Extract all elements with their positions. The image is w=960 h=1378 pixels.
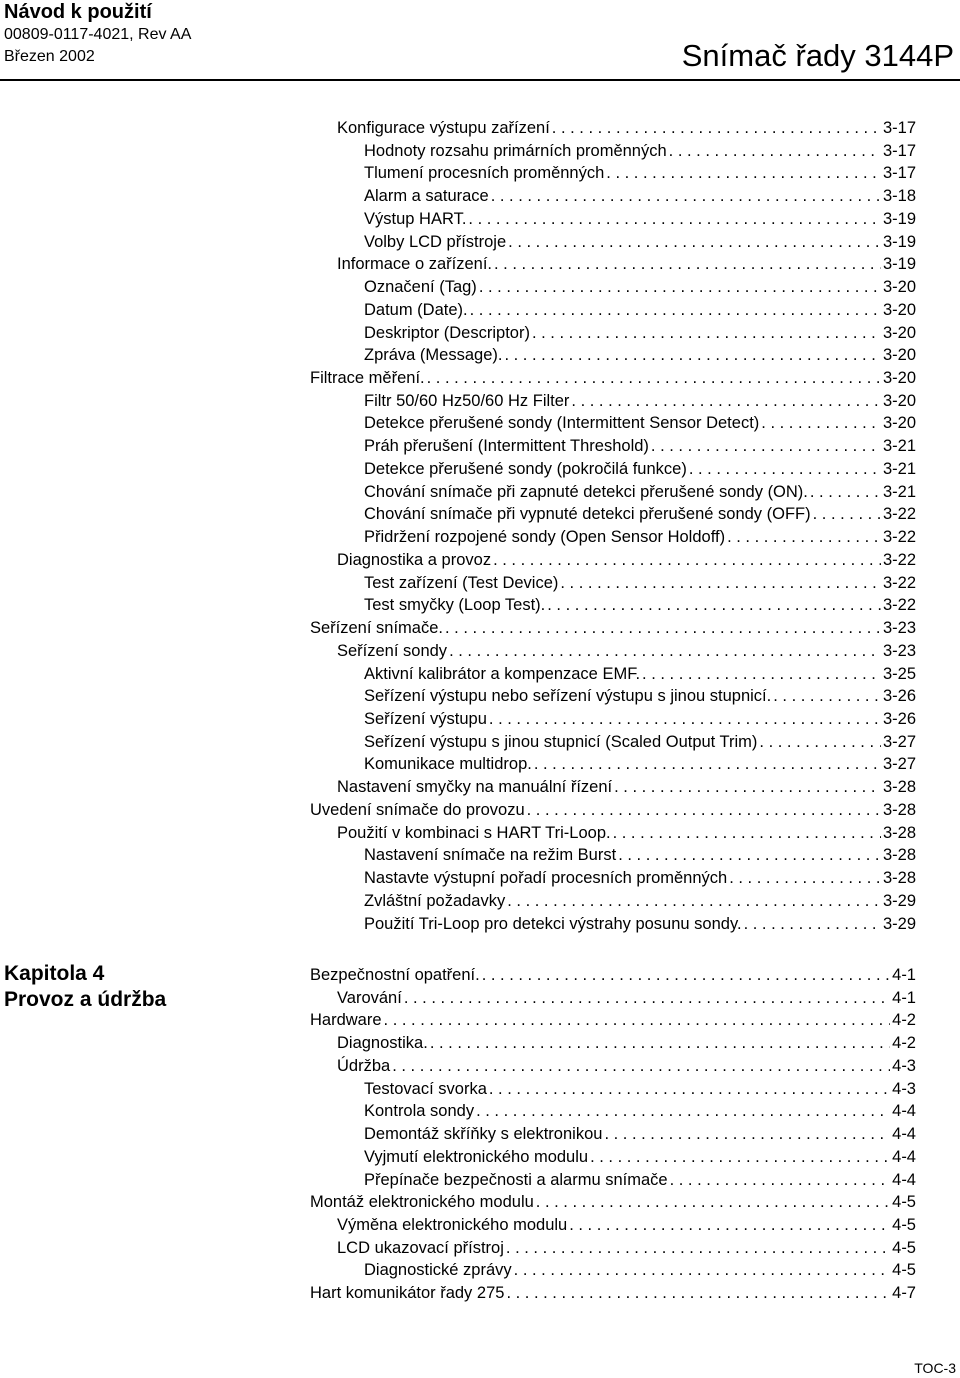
toc-entry-title: Nastavení snímače na režim Burst: [364, 846, 617, 865]
toc-entry-title: Hart komunikátor řady 275: [310, 1284, 505, 1303]
toc-entry[interactable]: [364, 594, 916, 617]
toc-entry-title: Uvedení snímače do provozu: [310, 800, 525, 819]
toc-entry-title: Test zařízení (Test Device): [364, 573, 559, 592]
toc-entry-page: 4-5: [892, 1261, 916, 1280]
document-number: 00809-0117-4021, Rev AA: [4, 26, 192, 43]
toc-entry-page: 4-1: [892, 966, 916, 984]
toc-leader-dots: [547, 594, 881, 617]
toc-entry-page: 3-28: [882, 869, 916, 888]
toc-entry-title: Seřízení výstupu: [364, 709, 487, 728]
toc-entry[interactable]: [364, 185, 916, 208]
toc-entry-page: 3-19: [882, 232, 916, 251]
toc-entry-title: Chování snímače při vypnuté detekci přerušené sondy (OFF): [364, 505, 811, 524]
toc-entry-page: 3-25: [882, 664, 916, 683]
toc-entry-title: Výměna elektronického modulu: [337, 1216, 568, 1235]
toc-leader-dots: [569, 1214, 890, 1237]
toc-entry-title: Seřízení výstupu s jinou stupnicí (Scaled Output Trim): [364, 732, 758, 751]
toc-leader-dots: [773, 685, 881, 708]
toc-entry-page: 3-17: [882, 119, 916, 137]
toc-entry[interactable]: [364, 503, 916, 526]
toc-entry-page: 3-26: [882, 687, 916, 706]
toc-entry[interactable]: [364, 299, 916, 322]
toc-leader-dots: [761, 412, 881, 435]
toc-entry-page: 3-21: [882, 437, 916, 456]
toc-entry-page: 3-29: [882, 914, 916, 933]
toc-entry[interactable]: [364, 1146, 916, 1169]
toc-entry-page: 4-4: [892, 1102, 916, 1121]
toc-entry-title: Diagnostika a provoz: [337, 550, 492, 569]
toc-entry-page: 3-18: [882, 187, 916, 206]
toc-leader-dots: [504, 344, 881, 367]
toc-entry-title: Nastavte výstupní pořadí procesních proměnných: [364, 869, 728, 888]
toc-entry[interactable]: [364, 412, 916, 435]
header-divider: [0, 79, 960, 81]
toc-entry-title: Informace o zařízení.: [337, 255, 492, 274]
toc-entry-title: Výstup HART.: [364, 209, 467, 228]
toc-entry-page: 3-28: [882, 823, 916, 842]
toc-leader-dots: [689, 458, 881, 481]
toc-entry-page: 4-3: [892, 1079, 916, 1098]
toc-entry-page: 4-4: [892, 1125, 916, 1144]
page-title: Snímač řady 3144P: [681, 38, 954, 73]
toc-entry-page: 3-20: [882, 369, 916, 388]
chapter-number: Kapitola 4: [4, 962, 105, 985]
document-date: Březen 2002: [4, 48, 95, 65]
toc-entry-page: 3-22: [882, 573, 916, 592]
toc-leader-dots: [729, 867, 881, 890]
toc-entry[interactable]: [364, 731, 916, 754]
toc-entry-page: 3-27: [882, 755, 916, 774]
toc-entry-title: Přidržení rozpojené sondy (Open Sensor Holdoff): [364, 528, 726, 547]
toc-entry-title: Konfigurace výstupu zařízení: [337, 119, 550, 137]
toc-entry-page: 3-22: [882, 550, 916, 569]
toc-entry[interactable]: [364, 867, 916, 890]
toc-entry-page: 3-28: [882, 800, 916, 819]
toc-leader-dots: [560, 572, 881, 595]
toc-entry[interactable]: [364, 140, 916, 163]
toc-entry-title: Filtrace měření.: [310, 369, 425, 388]
toc-leader-dots: [489, 708, 881, 731]
toc-entry-title: Kontrola sondy: [364, 1102, 475, 1121]
toc-entry-page: 3-20: [882, 391, 916, 410]
toc-entry-page: 3-20: [882, 300, 916, 319]
toc-entry-page: 3-22: [882, 528, 916, 547]
toc-entry[interactable]: [364, 435, 916, 458]
toc-entry-page: 3-28: [882, 778, 916, 797]
toc-entry-title: Datum (Date).: [364, 300, 468, 319]
toc-entry[interactable]: [337, 117, 916, 140]
toc-entry-title: Volby LCD přístroje: [364, 232, 507, 251]
toc-entry[interactable]: [364, 1259, 916, 1282]
toc-leader-dots: [614, 776, 881, 799]
toc-entry-title: Práh přerušení (Intermittent Threshold): [364, 437, 649, 456]
toc-entry[interactable]: [364, 913, 916, 936]
toc-leader-dots: [670, 1169, 891, 1192]
toc-entry[interactable]: [364, 1169, 916, 1192]
toc-entry-title: Nastavení smyčky na manuální řízení: [337, 778, 613, 797]
toc-entry-title: Detekce přerušené sondy (Intermittent Sensor Detect): [364, 414, 760, 433]
toc-leader-dots: [604, 1123, 890, 1146]
page-number: TOC-3: [914, 1360, 956, 1376]
toc-entry[interactable]: [337, 776, 916, 799]
toc-entry-title: Testovací svorka: [364, 1079, 487, 1098]
toc-entry[interactable]: [310, 799, 916, 822]
toc-leader-dots: [590, 1146, 890, 1169]
toc-leader-dots: [470, 299, 881, 322]
toc-entry[interactable]: [337, 822, 916, 845]
toc-leader-dots: [476, 1100, 890, 1123]
toc-entry[interactable]: [364, 1123, 916, 1146]
toc-entry-title: Označení (Tag): [364, 278, 477, 297]
toc-entry-title: Vyjmutí elektronického modulu: [364, 1147, 589, 1166]
toc-entry-title: Alarm a saturace: [364, 187, 489, 206]
toc-entry-page: 3-19: [882, 209, 916, 228]
toc-entry[interactable]: [364, 685, 916, 708]
toc-entry[interactable]: [364, 231, 916, 254]
toc-entry[interactable]: [364, 390, 916, 413]
toc-entry-title: Komunikace multidrop.: [364, 755, 532, 774]
toc-leader-dots: [651, 435, 881, 458]
toc-entry-page: 3-20: [882, 278, 916, 297]
toc-leader-dots: [507, 890, 881, 913]
toc-entry[interactable]: [337, 549, 916, 572]
toc-leader-dots: [482, 964, 890, 987]
toc-entry-title: Filtr 50/60 Hz50/60 Hz Filter: [364, 391, 570, 410]
toc-entry-page: 3-26: [882, 709, 916, 728]
toc-entry-title: Použití Tri-Loop pro detekci výstrahy posunu sondy.: [364, 914, 742, 933]
toc-leader-dots: [534, 753, 881, 776]
toc-entry-page: 4-7: [892, 1284, 916, 1303]
toc-entry-title: Použití v kombinaci s HART Tri-Loop.: [337, 823, 611, 842]
toc-entry[interactable]: [364, 572, 916, 595]
header-info: [4, 0, 191, 68]
toc-entry[interactable]: [364, 162, 916, 185]
toc-leader-dots: [536, 1191, 890, 1214]
toc-leader-dots: [571, 390, 881, 413]
toc-entry-title: Detekce přerušené sondy (pokročilá funkce): [364, 459, 687, 478]
toc-entry-title: Zpráva (Message).: [364, 346, 503, 365]
toc-leader-dots: [427, 367, 881, 390]
toc-entry[interactable]: [364, 1100, 916, 1123]
toc-entry-page: 4-3: [892, 1056, 916, 1075]
toc-entry-page: 3-23: [882, 641, 916, 660]
toc-entry[interactable]: [310, 367, 916, 390]
toc-leader-dots: [514, 1259, 890, 1282]
toc-entry[interactable]: [364, 708, 916, 731]
toc-entry[interactable]: [337, 1237, 916, 1260]
toc-entry[interactable]: [364, 322, 916, 345]
toc-entry[interactable]: [310, 1191, 916, 1214]
toc-entry[interactable]: [364, 890, 916, 913]
toc-entry-page: 3-19: [882, 255, 916, 274]
toc-leader-dots: [552, 117, 881, 140]
document-type: Návod k použití: [4, 1, 152, 23]
toc-entry-title: Seřízení snímače.: [310, 619, 443, 638]
toc-entry-title: Varování: [337, 988, 402, 1007]
toc-entry[interactable]: [364, 663, 916, 686]
toc-entry-title: Diagnostické zprávy: [364, 1261, 512, 1280]
toc-leader-dots: [479, 276, 881, 299]
toc-leader-dots: [506, 1282, 890, 1305]
toc-entry[interactable]: [337, 987, 916, 1010]
toc-leader-dots: [744, 913, 881, 936]
toc-leader-dots: [445, 617, 881, 640]
toc-entry-title: Bezpečnostní opatření.: [310, 966, 480, 984]
toc-leader-dots: [506, 1237, 890, 1260]
toc-entry[interactable]: [364, 208, 916, 231]
toc-leader-dots: [727, 526, 881, 549]
toc-entry-title: Hodnoty rozsahu primárních proměnných: [364, 141, 667, 160]
toc-entry-page: 4-5: [892, 1193, 916, 1212]
toc-entry[interactable]: [364, 844, 916, 867]
toc-entry[interactable]: [310, 617, 916, 640]
toc-leader-dots: [606, 162, 881, 185]
toc-leader-dots: [532, 322, 881, 345]
toc-entry-title: Diagnostika.: [337, 1034, 428, 1053]
toc-entry[interactable]: [364, 344, 916, 367]
toc-entry-page: 3-17: [882, 164, 916, 183]
toc-entry[interactable]: [364, 481, 916, 504]
toc-entry-title: Seřízení výstupu nebo seřízení výstupu s jinou stupnicí.: [364, 687, 772, 706]
toc-entry-page: 4-5: [892, 1216, 916, 1235]
toc-entry-page: 4-2: [892, 1011, 916, 1030]
toc-entry-page: 4-1: [892, 988, 916, 1007]
toc-entry-title: Test smyčky (Loop Test).: [364, 596, 546, 615]
toc-entry-title: LCD ukazovací přístroj: [337, 1238, 504, 1257]
toc-entry-title: Demontáž skříňky s elektronikou: [364, 1125, 603, 1144]
toc-entry-page: 3-21: [882, 482, 916, 501]
toc-entry-title: Montáž elektronického modulu: [310, 1193, 534, 1212]
toc-leader-dots: [430, 1032, 890, 1055]
toc-leader-dots: [813, 503, 881, 526]
toc-leader-dots: [493, 549, 881, 572]
toc-entry[interactable]: [364, 526, 916, 549]
toc-leader-dots: [613, 822, 881, 845]
toc-entry[interactable]: [310, 1009, 916, 1032]
toc-entry-page: 3-23: [882, 619, 916, 638]
chapter-title: Provoz a údržba: [4, 988, 167, 1011]
toc-leader-dots: [508, 231, 881, 254]
toc-leader-dots: [527, 799, 881, 822]
toc-entry-title: Chování snímače při zapnuté detekci přerušené sondy (ON).: [364, 482, 808, 501]
toc-entry[interactable]: [364, 1078, 916, 1101]
toc-entry-page: 3-28: [882, 846, 916, 865]
toc-entry-title: Tlumení procesních proměnných: [364, 164, 605, 183]
toc-entry[interactable]: [364, 458, 916, 481]
toc-leader-dots: [491, 185, 881, 208]
toc-leader-dots: [489, 1078, 890, 1101]
toc-entry-page: 4-4: [892, 1170, 916, 1189]
toc-leader-dots: [449, 640, 881, 663]
toc-leader-dots: [468, 208, 881, 231]
toc-entry-title: Seřízení sondy: [337, 641, 448, 660]
toc-entry[interactable]: [337, 253, 916, 276]
toc-entry-title: Přepínače bezpečnosti a alarmu snímače: [364, 1170, 668, 1189]
toc-leader-dots: [404, 987, 890, 1010]
toc-leader-dots: [669, 140, 881, 163]
toc-entry-page: 3-20: [882, 346, 916, 365]
toc-entry[interactable]: [337, 1214, 916, 1237]
toc-entry-page: 3-20: [882, 414, 916, 433]
toc-leader-dots: [618, 844, 881, 867]
toc-entry[interactable]: [337, 640, 916, 663]
toc-entry-title: Zvláštní požadavky: [364, 891, 506, 910]
toc-leader-dots: [494, 253, 881, 276]
toc-entry[interactable]: [364, 276, 916, 299]
toc-entry[interactable]: [364, 753, 916, 776]
toc-entry[interactable]: [337, 1032, 916, 1055]
toc-leader-dots: [392, 1055, 890, 1078]
toc-leader-dots: [810, 481, 881, 504]
toc-entry[interactable]: [310, 964, 916, 987]
toc-entry-title: Hardware: [310, 1011, 382, 1030]
toc-entry-page: 3-22: [882, 596, 916, 615]
toc-entry-page: 3-21: [882, 459, 916, 478]
toc-entry-title: Deskriptor (Descriptor): [364, 323, 530, 342]
toc-leader-dots: [384, 1009, 891, 1032]
toc-entry-page: 3-20: [882, 323, 916, 342]
toc-entry-page: 4-2: [892, 1034, 916, 1053]
toc-entry-title: Aktivní kalibrátor a kompenzace EMF.: [364, 664, 641, 683]
toc-entry-page: 3-27: [882, 732, 916, 751]
toc-entry[interactable]: [337, 1055, 916, 1078]
toc-entry-page: 3-22: [882, 505, 916, 524]
toc-entry-page: 3-17: [882, 141, 916, 160]
toc-entry-page: 4-5: [892, 1238, 916, 1257]
chapter-heading: [4, 961, 166, 1013]
toc-entry-title: Údržba: [337, 1056, 391, 1075]
toc-entry[interactable]: [310, 1282, 916, 1305]
toc-leader-dots: [642, 663, 881, 686]
toc-entry-page: 3-29: [882, 891, 916, 910]
toc-leader-dots: [759, 731, 881, 754]
toc-entry-page: 4-4: [892, 1147, 916, 1166]
